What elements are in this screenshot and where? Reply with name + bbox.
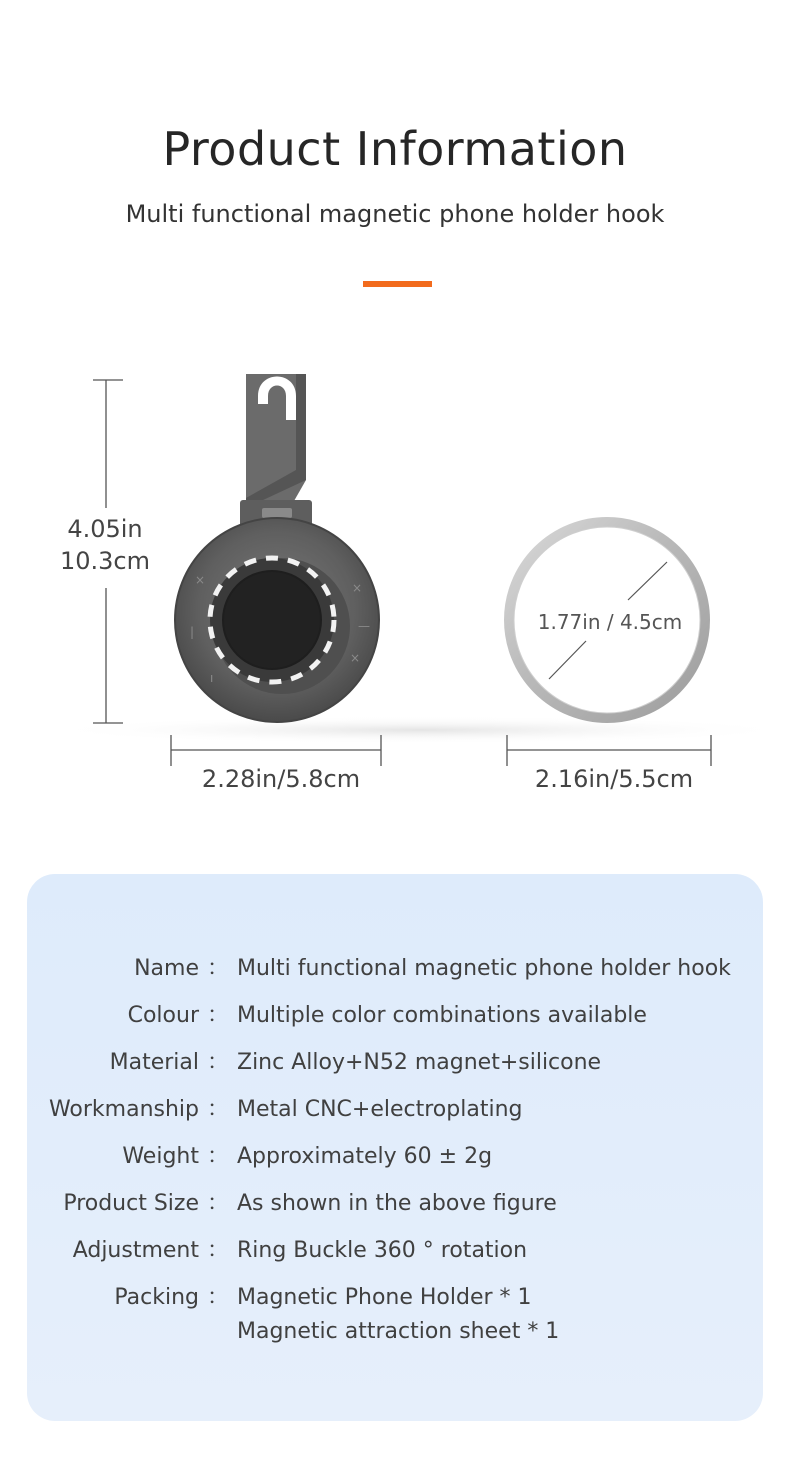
spec-colon: ：: [206, 1285, 229, 1310]
spec-colon: ：: [206, 956, 229, 981]
spec-row-name: [27, 952, 763, 986]
spec-label: Workmanship: [48, 1097, 199, 1122]
page-title: Product Information: [162, 122, 628, 176]
spec-value: Ring Buckle 360 ° rotation: [237, 1238, 528, 1263]
spec-value: Multiple color combinations available: [237, 1003, 647, 1028]
svg-text:—: —: [358, 619, 370, 633]
spec-value: Approximately 60 ± 2g: [237, 1144, 493, 1169]
spec-colon: ：: [206, 1097, 229, 1122]
spec-row-workmanship: [27, 1093, 763, 1127]
spec-list: [27, 952, 763, 1362]
spec-label: Product Size: [63, 1191, 199, 1216]
spec-value: [237, 1281, 763, 1349]
spec-row-product-size: [27, 1187, 763, 1221]
spec-colon: ：: [206, 1050, 229, 1075]
height-in-label: 4.05in: [67, 515, 143, 543]
spec-label: Material: [109, 1050, 199, 1075]
spec-colon: ：: [206, 1144, 229, 1169]
hook-arm: [240, 374, 312, 528]
spec-value-line-1: Magnetic Phone Holder * 1: [237, 1285, 532, 1310]
height-cm-label: 10.3cm: [59, 547, 150, 575]
ring-width-label: 2.16in/5.5cm: [534, 765, 694, 793]
spec-value: Multi functional magnetic phone holder hook: [237, 956, 731, 981]
floor-shadow: [40, 716, 790, 744]
holder-width-label: 2.28in/5.8cm: [201, 765, 361, 793]
holder-disc: [175, 518, 379, 722]
svg-text:×: ×: [195, 573, 206, 587]
spec-colon: ：: [206, 1191, 229, 1216]
spec-value: As shown in the above figure: [237, 1191, 557, 1216]
spec-label: Weight: [122, 1144, 199, 1169]
svg-text:×: ×: [350, 651, 361, 665]
svg-text:×: ×: [352, 581, 363, 595]
spec-label: Adjustment: [72, 1238, 199, 1263]
spec-colon: ：: [206, 1003, 229, 1028]
spec-value: Zinc Alloy+N52 magnet+silicone: [237, 1050, 602, 1075]
spec-colon: ：: [206, 1238, 229, 1263]
accent-divider: [363, 281, 432, 287]
spec-label: Packing: [114, 1285, 199, 1310]
product-dimension-figure: [0, 330, 790, 810]
ring-diameter-label: 1.77in / 4.5cm: [537, 610, 683, 634]
svg-text:|: |: [190, 625, 195, 639]
spec-label: Name: [134, 956, 199, 981]
specifications-card: [27, 874, 763, 1421]
page-subtitle: Multi functional magnetic phone holder hook: [125, 200, 665, 228]
height-dimension-label: [50, 513, 160, 577]
svg-text:ı: ı: [210, 671, 214, 685]
spec-row-weight: [27, 1140, 763, 1174]
spec-row-material: [27, 1046, 763, 1080]
spec-row-adjustment: [27, 1234, 763, 1268]
spec-row-colour: [27, 999, 763, 1033]
spec-row-packing: [27, 1281, 763, 1349]
spec-value: Metal CNC+electroplating: [237, 1097, 523, 1122]
spec-label: Colour: [127, 1003, 199, 1028]
spec-value-line-2: Magnetic attraction sheet * 1: [237, 1319, 560, 1344]
